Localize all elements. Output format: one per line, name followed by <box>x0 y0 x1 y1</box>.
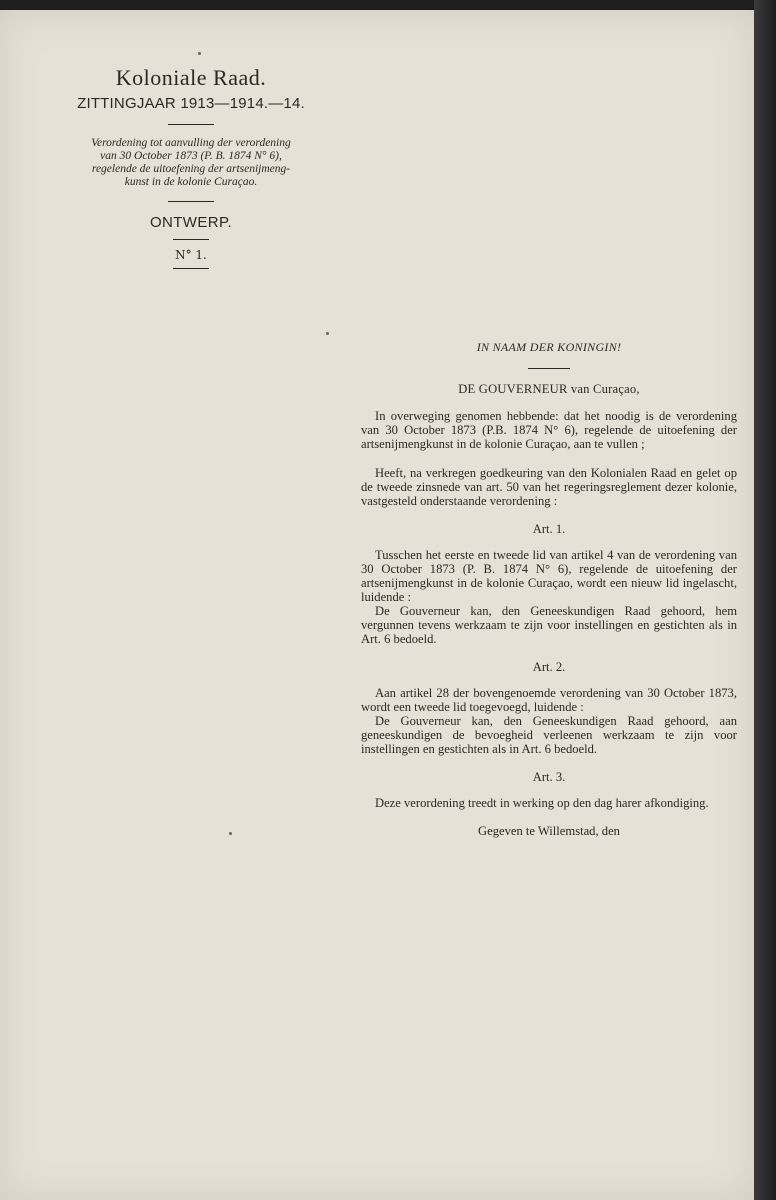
governor-line: DE GOUVERNEUR van Curaçao, <box>458 382 640 396</box>
subject-block <box>60 137 322 189</box>
article-paragraph: Aan artikel 28 der bovengenoemde verordening van 30 October 1873, wordt een tweede lid toegevoegd, luidende : <box>361 686 737 714</box>
enactment-paragraph: Heeft, na verkregen goedkeuring van den Kolonialen Raad en gelet op de tweede zinsnede van art. 50 van het regeringsreglement dezer kolonie, vastgesteld onderstaande verordening : <box>361 466 737 508</box>
divider <box>173 268 209 269</box>
article-paragraph: De Gouverneur kan, den Geneeskundigen Raad gehoord, aan geneeskundigen de bevoegheid verleenen werkzaam te zijn voor instellingen en gestichten als in Art. 6 bedoeld. <box>361 714 737 756</box>
scan-speck <box>198 52 201 55</box>
divider <box>168 124 214 125</box>
scan-right-edge <box>754 0 776 1200</box>
margin-header <box>60 65 322 275</box>
subject-line: Verordening tot aanvulling der verordening <box>91 137 291 149</box>
scan-speck <box>326 332 329 335</box>
article-paragraph: Deze verordening treedt in werking op den dag harer afkondiging. <box>375 796 709 810</box>
divider <box>528 368 570 369</box>
session-year: ZITTINGJAAR 1913—1914.—14. <box>77 95 305 112</box>
considering-paragraph: In overweging genomen hebbende: dat het noodig is de verordening van 30 October 1873 (P.B. 1874 N° 6), regelende de uitoefening der artsenijmengkunst in de kolonie Curaçao, aan te vullen ; <box>361 409 737 451</box>
article-paragraph: De Gouverneur kan, den Geneeskundigen Raad gehoord, hem vergunnen tevens werkzaam te zijn voor instellingen en gestichten als in Art. 6 bedoeld. <box>361 604 737 646</box>
divider <box>173 239 209 240</box>
document-number: N° 1. <box>175 248 207 262</box>
council-title: Koloniale Raad. <box>115 65 267 90</box>
subject-line: regelende de uitoefening der artsenijmeng- <box>91 163 291 175</box>
given-at-line: Gegeven te Willemstad, den <box>478 824 620 838</box>
subject-line: van 30 October 1873 (P. B. 1874 N° 6), <box>100 150 282 162</box>
article-title: Art. 1. <box>532 522 566 536</box>
scan-top-border <box>0 0 776 10</box>
document-page <box>0 10 754 1200</box>
invocation: IN NAAM DER KONINGIN! <box>476 340 622 354</box>
draft-label: ONTWERP. <box>149 214 233 231</box>
divider <box>168 201 214 202</box>
scan-speck <box>229 832 232 835</box>
decree-text <box>361 340 737 838</box>
article-paragraph: Tusschen het eerste en tweede lid van artikel 4 van de verordening van 30 October 1873 (P. B. 1874 N° 6), regelende de uitoefening der artsenijmengkunst in de kolonie Curaçao, wordt een nieuw lid ingelascht, luidende : <box>361 548 737 604</box>
article-title: Art. 3. <box>532 770 566 784</box>
subject-line: kunst in de kolonie Curaçao. <box>124 176 258 188</box>
article-title: Art. 2. <box>532 660 566 674</box>
